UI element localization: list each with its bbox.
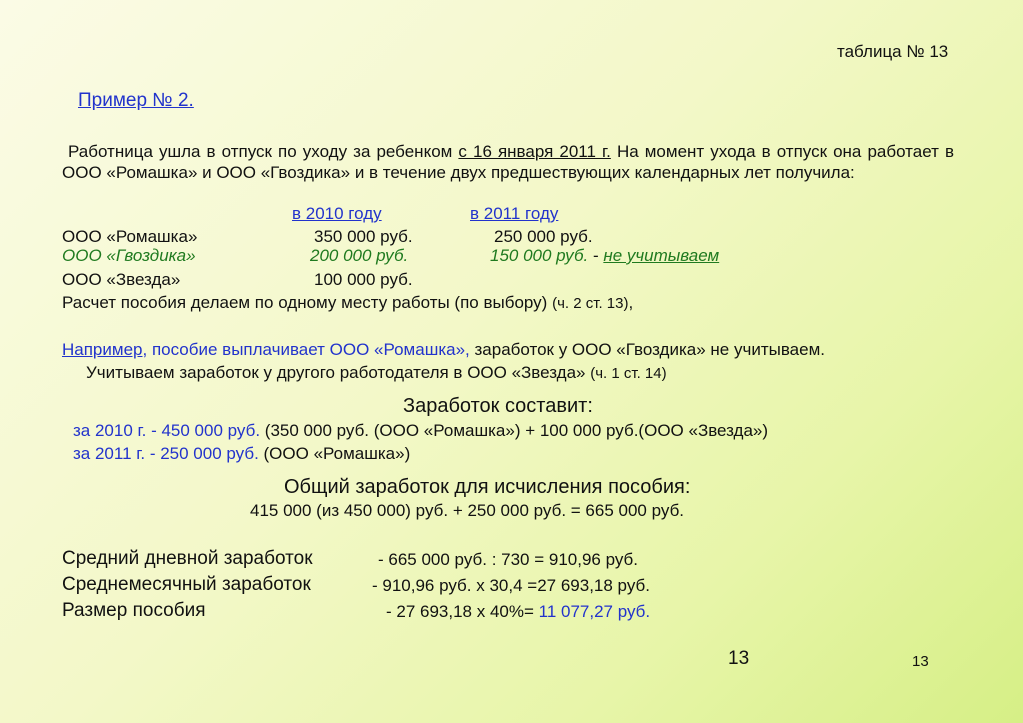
company-zvezda: ООО «Звезда» <box>62 270 181 289</box>
leave-start-date: с 16 января 2011 г. <box>458 142 611 161</box>
avg-daily-label: Средний дневной заработок <box>62 548 313 569</box>
gvozdika-2010-value: 200 000 руб. <box>310 246 409 265</box>
earnings-2011-line <box>73 444 410 464</box>
other-employer-text: Учитываем заработок у другого работодателя в ООО «Звезда» <box>86 363 591 382</box>
gvozdika-2011-line <box>490 246 719 266</box>
gvozdika-dash: - <box>588 246 604 265</box>
company-romashka: ООО «Ромашка» <box>62 227 198 246</box>
calc-basis-tail: , <box>628 293 634 312</box>
total-formula: 415 000 (из 450 000) руб. + 250 000 руб. = 665 000 руб. <box>250 501 685 520</box>
example-line <box>62 340 825 360</box>
intro-text-1: Работница ушла в отпуск по уходу за ребенком <box>68 142 459 161</box>
avg-monthly-value: - 910,96 руб. х 30,4 =27 693,18 руб. <box>372 576 650 595</box>
avg-daily-value: - 665 000 руб. : 730 = 910,96 руб. <box>378 550 639 569</box>
page-number-center: 13 <box>728 648 750 669</box>
year-2010-header: в 2010 году <box>292 204 382 223</box>
earnings-2010-breakdown: (350 000 руб. (ООО «Ромашка») + 100 000 руб.(ООО «Звезда») <box>260 421 769 440</box>
benefit-size-label: Размер пособия <box>62 600 206 621</box>
calc-basis-ref: (ч. 2 ст. 13) <box>552 295 629 312</box>
example-rest: заработок у ООО «Гвоздика» не учитываем. <box>469 340 825 359</box>
calc-basis-text: Расчет пособия делаем по одному месту работы (по выбору) <box>62 293 553 312</box>
calc-basis-line <box>62 293 633 313</box>
earnings-2010-line <box>73 421 768 441</box>
intro-paragraph <box>62 141 954 183</box>
total-heading: Общий заработок для исчисления пособия: <box>284 476 691 498</box>
romashka-2011-value: 250 000 руб. <box>494 227 593 246</box>
example-payer: пособие выплачивает ООО «Ромашка», <box>147 340 470 359</box>
example-comma: , <box>142 340 148 359</box>
company-gvozdika: ООО «Гвоздика» <box>62 246 196 265</box>
gvozdika-not-counted-note: не учитываем <box>603 246 720 265</box>
page-number-right: 13 <box>912 653 929 670</box>
table-number-label: таблица № 13 <box>837 42 949 61</box>
year-2011-header: в 2011 году <box>470 204 559 223</box>
example-lead: Например <box>62 340 143 359</box>
other-employer-ref: (ч. 1 ст. 14) <box>590 365 667 382</box>
intro-text-2: На момент ухода в отпуск она работает в ООО «Ромашка» и ООО «Гвоздика» и в течение двух предшествующих календарных лет получила: <box>62 142 955 182</box>
earnings-2010-total: за 2010 г. - 450 000 руб. <box>73 421 261 440</box>
earnings-2011-breakdown: (ООО «Ромашка») <box>258 444 411 463</box>
zvezda-2010-value: 100 000 руб. <box>314 270 413 289</box>
earnings-heading: Заработок составит: <box>403 395 593 417</box>
gvozdika-2011-value: 150 000 руб. <box>490 246 589 265</box>
other-employer-line <box>86 363 667 383</box>
earnings-2011-total: за 2011 г. - 250 000 руб. <box>73 444 259 463</box>
benefit-size-line <box>386 602 650 622</box>
example-title: Пример № 2. <box>78 90 194 111</box>
romashka-2010-value: 350 000 руб. <box>314 227 413 246</box>
benefit-size-value: - 27 693,18 х 40%= <box>386 602 539 621</box>
benefit-size-result: 11 077,27 руб. <box>538 602 651 621</box>
avg-monthly-label: Среднемесячный заработок <box>62 574 311 595</box>
